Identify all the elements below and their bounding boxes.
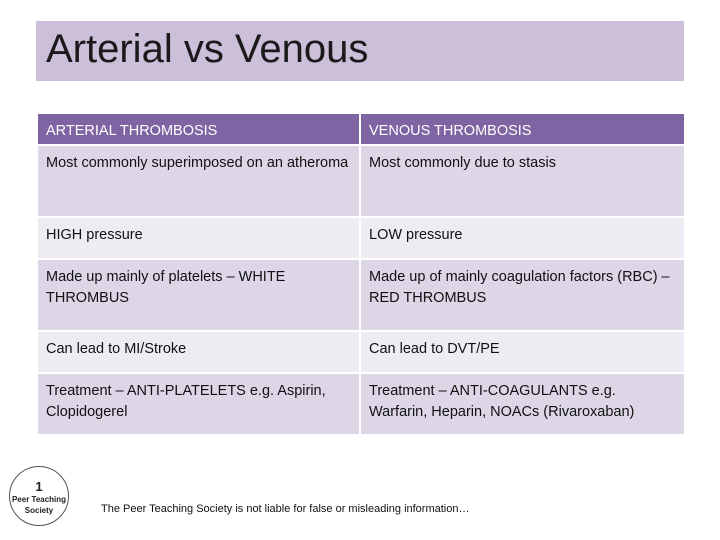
peer-teaching-society-logo (9, 466, 69, 526)
table-row (37, 145, 685, 217)
logo-number: 1 (35, 479, 43, 494)
venous-cell: Most commonly due to stasis (360, 145, 685, 217)
arterial-cell: Most commonly superimposed on an atheroma (37, 145, 360, 217)
logo-text-line2: Society (24, 506, 54, 515)
comparison-table (36, 112, 686, 436)
slide-title: Arterial vs Venous (46, 27, 369, 71)
table-row (37, 373, 685, 435)
arterial-cell: Treatment – ANTI-PLATELETS e.g. Aspirin, Clopidogerel (37, 373, 360, 435)
table-row (37, 259, 685, 331)
title-bar (36, 21, 684, 81)
venous-cell: LOW pressure (360, 217, 685, 259)
table-row (37, 331, 685, 373)
venous-cell: Made up of mainly coagulation factors (RBC) – RED THROMBUS (360, 259, 685, 331)
disclaimer-text: The Peer Teaching Society is not liable for false or misleading information… (101, 503, 470, 515)
arterial-cell: HIGH pressure (37, 217, 360, 259)
header-arterial: ARTERIAL THROMBOSIS (37, 113, 360, 145)
venous-cell: Treatment – ANTI-COAGULANTS e.g. Warfarin, Heparin, NOACs (Rivaroxaban) (360, 373, 685, 435)
table-header-row (37, 113, 685, 145)
table-row (37, 217, 685, 259)
arterial-cell: Made up mainly of platelets – WHITE THROMBUS (37, 259, 360, 331)
arterial-cell: Can lead to MI/Stroke (37, 331, 360, 373)
header-venous: VENOUS THROMBOSIS (360, 113, 685, 145)
venous-cell: Can lead to DVT/PE (360, 331, 685, 373)
logo-text-line1: Peer Teaching (11, 495, 67, 504)
